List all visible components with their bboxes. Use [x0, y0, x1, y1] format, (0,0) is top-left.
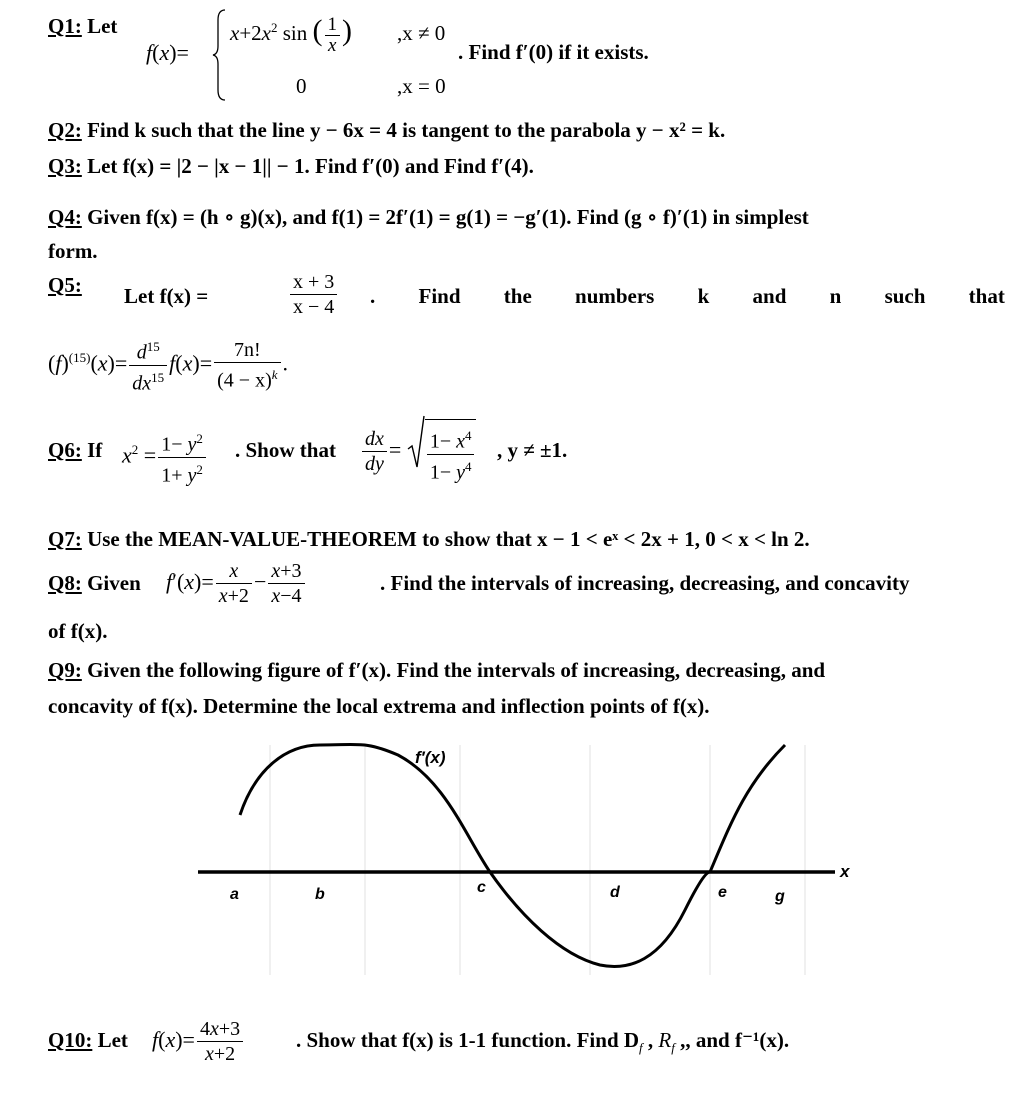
q6-derivative: $\frac{dx}{dy}$ = $\frac{1- x^4}{1- y^4}$	[360, 418, 476, 485]
question-label: Q3:	[48, 154, 82, 178]
question-10	[48, 1026, 128, 1054]
question-intro: Let	[87, 14, 118, 38]
question-9	[48, 656, 825, 684]
q8-intro: Given	[87, 571, 141, 595]
point-label-g: g	[775, 888, 785, 905]
q6-intro: If	[87, 438, 103, 462]
q1-case2-cond: ,x = 0	[397, 74, 446, 98]
question-1	[48, 12, 117, 102]
f-prime-graph	[190, 735, 870, 985]
question-label: Q6:	[48, 438, 82, 462]
q5-rhs-num: 7n!	[214, 338, 280, 363]
q5-tail: . Find the numbers k and n such that	[370, 284, 1005, 308]
question-5	[48, 271, 82, 327]
question-4	[48, 203, 809, 231]
q6-equation: $x^2$ = $\frac{1- y^2}{1+ y^2}$	[122, 418, 208, 487]
question-label: Q2:	[48, 118, 82, 142]
radical-icon	[407, 415, 425, 471]
q1-case1-cond: ,x ≠ 0	[397, 21, 446, 45]
question-label: Q7:	[48, 527, 82, 551]
question-label: Q9:	[48, 658, 82, 682]
question-6	[48, 436, 102, 464]
q10-intro: Let	[97, 1028, 128, 1052]
question-8-line2: of f(x).	[48, 619, 108, 643]
gridlines	[270, 745, 805, 975]
q1-case2-value: 0	[296, 74, 307, 98]
point-label-e: e	[718, 884, 727, 901]
point-label-c: c	[477, 879, 486, 896]
question-4-line2: form.	[48, 239, 98, 263]
curve-label: f′(x)	[415, 748, 446, 767]
q5-fraction	[290, 270, 337, 319]
q10-mid: . Show that f(x) is 1-1 function. Find D	[296, 1028, 640, 1052]
q6-tail: , y ≠ ±1.	[497, 438, 568, 462]
q6-mid: . Show that	[235, 438, 336, 462]
question-text: Use the MEAN-VALUE-THEOREM to show that x − 1 < eˣ < 2x + 1, 0 < x < ln 2.	[87, 527, 810, 551]
question-9-line2: concavity of f(x). Determine the local extrema and inflection points of f(x).	[48, 694, 710, 718]
q1-task: . Find f′(0) if it exists.	[458, 40, 649, 64]
q5-fraction-num: x + 3	[290, 270, 337, 295]
question-8	[48, 569, 141, 597]
q10-tail: , and f⁻¹(x).	[685, 1028, 790, 1052]
question-label: Q10:	[48, 1028, 93, 1052]
question-label: Q4:	[48, 205, 82, 229]
q5-equation: $(f)^{(15)}(x)=$ $\frac{d^{15}}{dx^{15}}$ f(x)= $\frac{7n!}{(4 - x)^k}$ .	[48, 330, 288, 395]
q8-equation: f′(x)= $\frac{x}{x+2}$ − $\frac{x+3}{x-4}$	[166, 554, 307, 610]
question-label: Q8:	[48, 571, 82, 595]
question-text-line1: Given f(x) = (h ∘ g)(x), and f(1) = 2f′(1) = g(1) = −g′(1). Find (g ∘ f)′(1) in simplest	[87, 205, 809, 229]
question-text: Let f(x) = |2 − |x − 1|| − 1. Find f′(0) and Find f′(4).	[87, 154, 534, 178]
question-3	[48, 152, 534, 180]
question-text: Find k such that the line y − 6x = 4 is tangent to the parabola y − x² = k.	[87, 118, 726, 142]
q1-case1-expr: $x+2x^2$ sin ( $\frac{1}{x}$ )	[230, 13, 353, 56]
question-label: Q1:	[48, 14, 82, 38]
q10-equation: f(x)= $\frac{4x+3}{x+2}$	[152, 1010, 245, 1070]
q6-sqrt: $\frac{1- x^4}{1- y^4}$	[407, 419, 477, 484]
q10-text: . Show that f(x) is 1-1 function. Find $D_f$ , $R_f$ ,, and f⁻¹(x).	[296, 1028, 790, 1056]
f-prime-curve	[240, 744, 785, 966]
point-label-d: d	[610, 884, 620, 901]
point-label-b: b	[315, 886, 325, 903]
q5-rhs-den: (4 − x)	[217, 369, 272, 392]
q5-fraction-den: x − 4	[293, 296, 335, 318]
question-7	[48, 525, 810, 553]
question-label: Q5:	[48, 273, 82, 297]
point-label-a: a	[230, 886, 239, 903]
q5-intro: Let f(x) =	[124, 284, 209, 308]
q8-tail: . Find the intervals of increasing, decreasing, and concavity	[380, 571, 910, 595]
question-text-line1: Given the following figure of f′(x). Find the intervals of increasing, decreasing, and	[87, 658, 826, 682]
q1-left-brace	[212, 8, 228, 102]
question-2	[48, 116, 725, 144]
q1-lhs: f(x)=	[146, 40, 189, 65]
axis-label-x: x	[840, 862, 850, 881]
